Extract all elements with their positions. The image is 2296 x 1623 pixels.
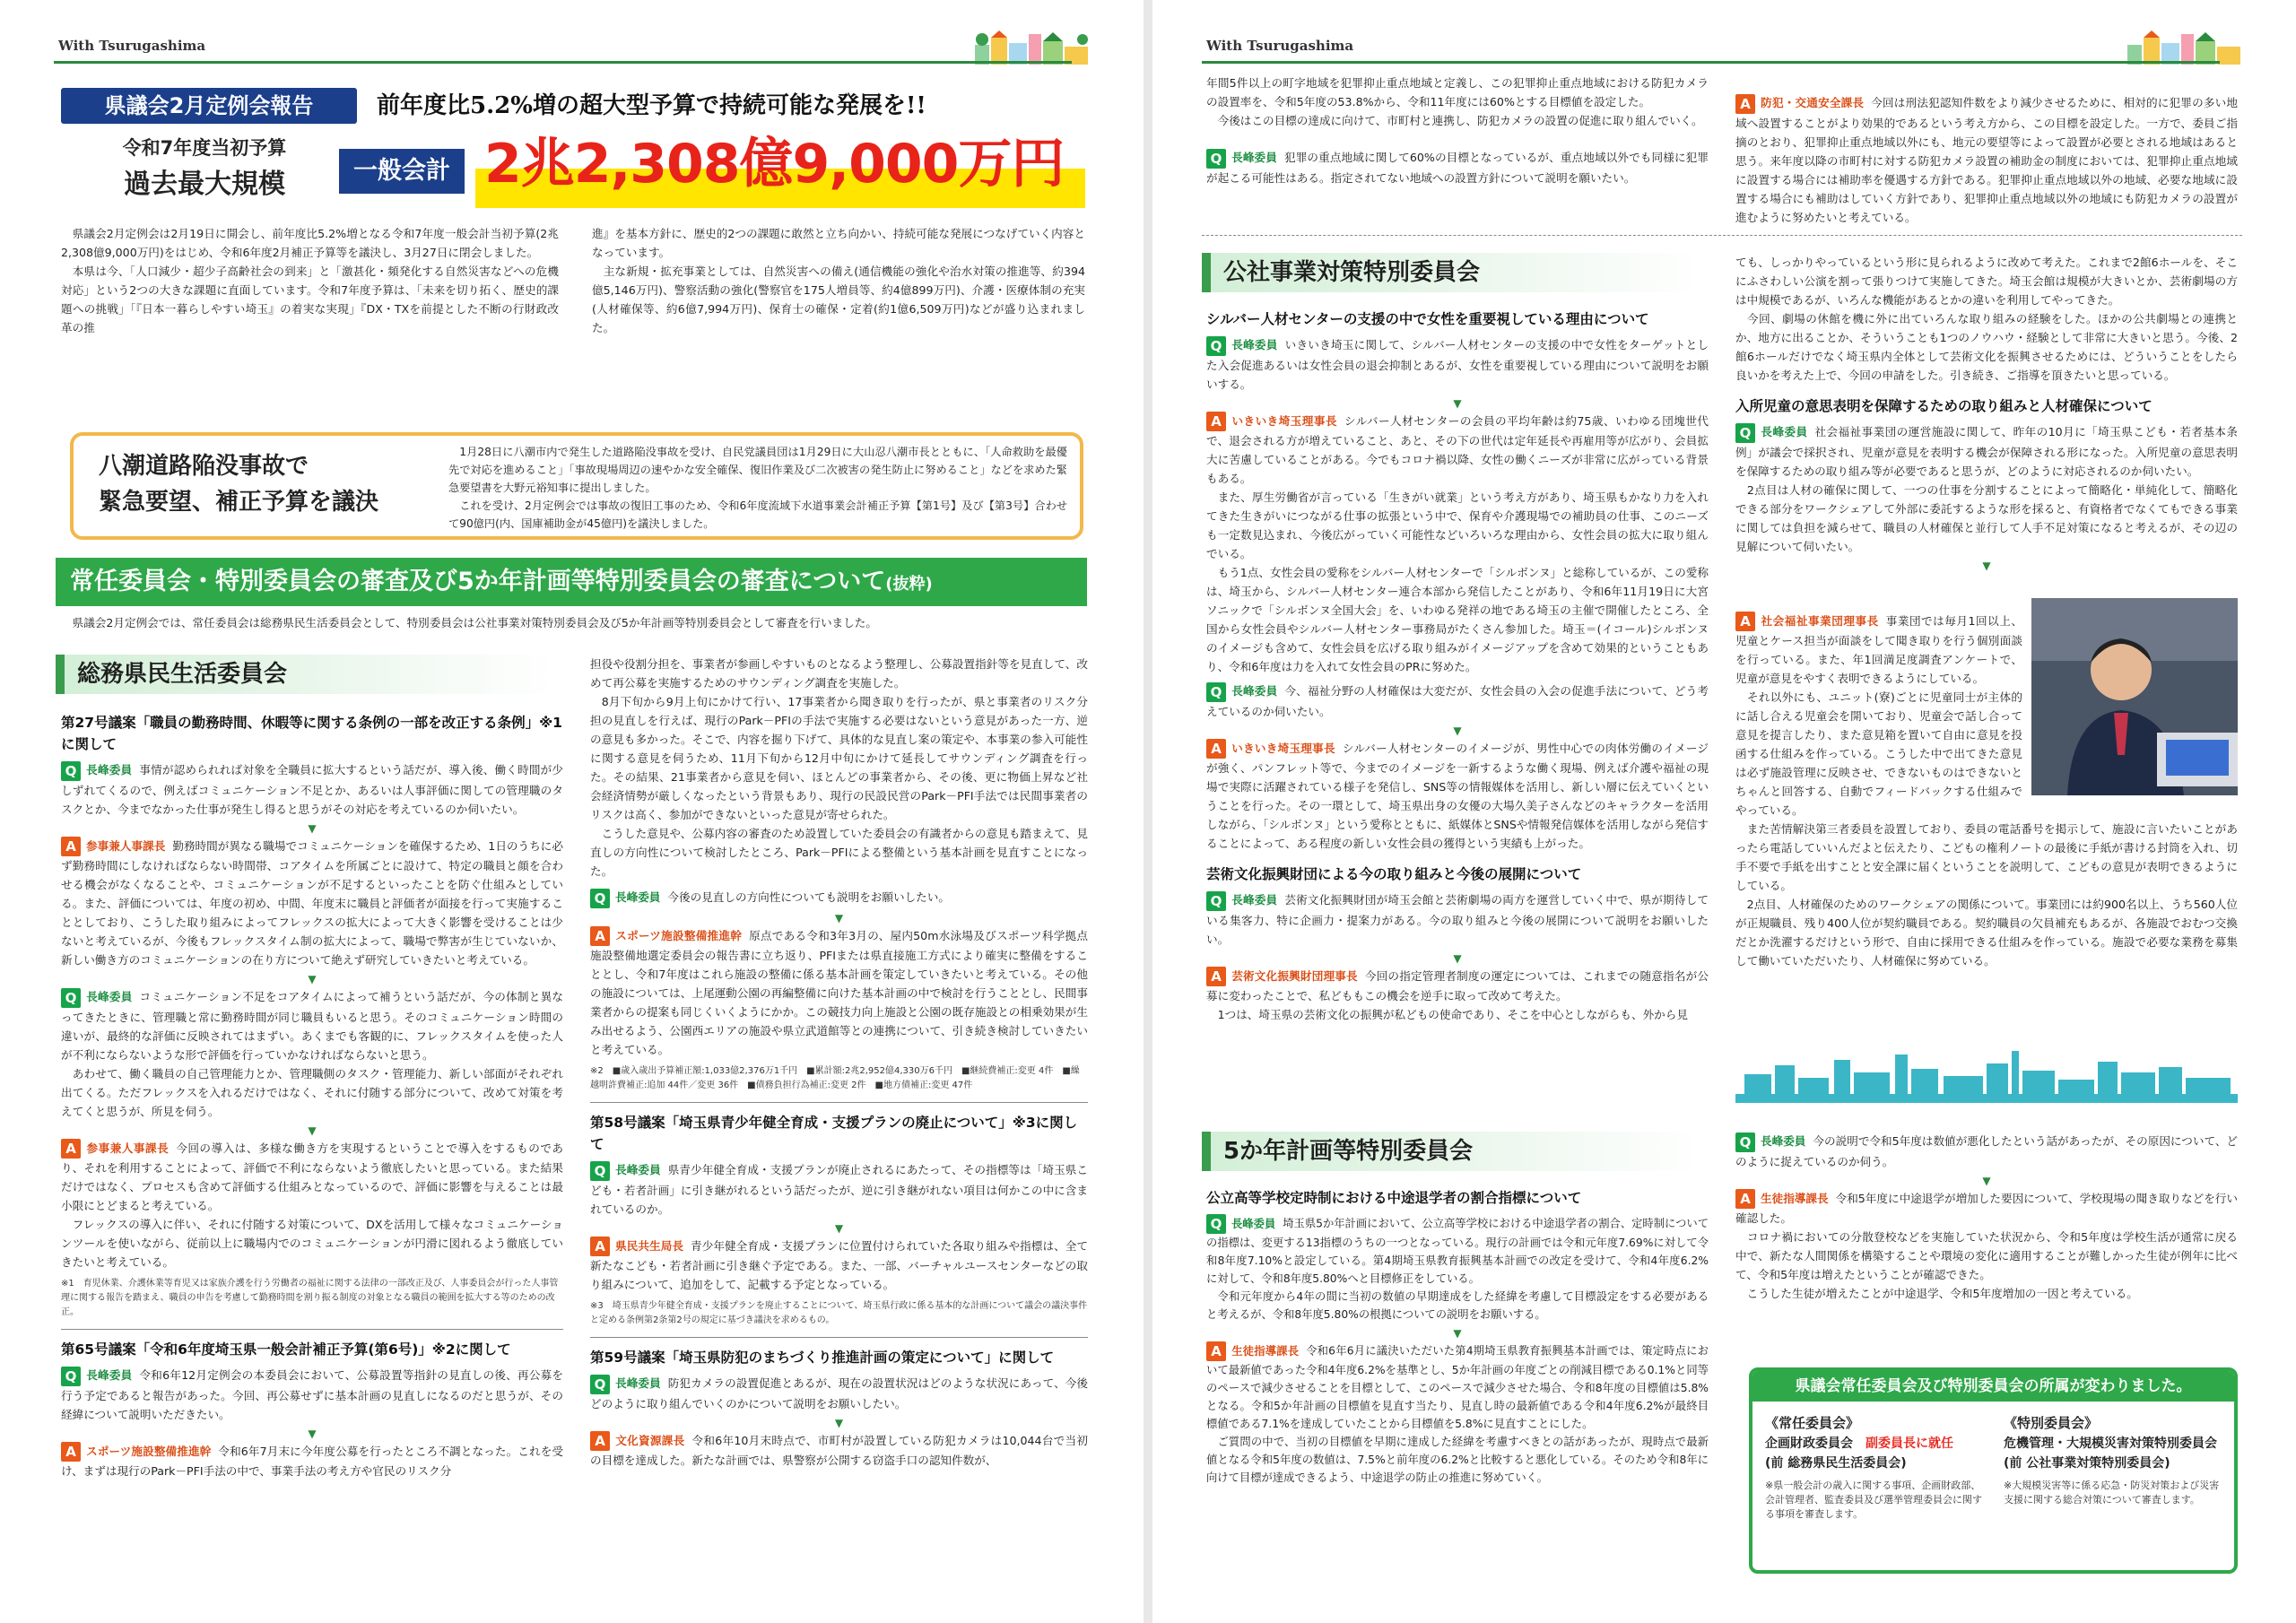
q-badge-icon: Q (590, 1375, 610, 1394)
right-page (1152, 0, 2296, 1623)
somu-q4 (590, 888, 1088, 908)
a-badge-icon: A (590, 1431, 610, 1451)
down-arrow-icon: ▼ (834, 1416, 844, 1429)
kosha-q10 (1735, 422, 2238, 556)
somu-title: 総務県民生活委員会 (56, 655, 558, 694)
a-badge-icon: A (61, 1139, 81, 1159)
speaker: 参事兼人事課長 (86, 838, 166, 853)
down-arrow-icon: ▼ (308, 973, 317, 985)
town-illustration-icon (973, 29, 1090, 65)
down-arrow-icon: ▼ (308, 1427, 317, 1440)
a-text: 今回は刑法犯認知件数をより減少させるために、相対的に犯罪の多い地域へ設置することがより効果的であるという考え方から、この目標を設定した。一方で、委員ご指摘のとおり、犯罪抑止重点地域以外にも、地元の要望等によって設置が必要とされる地域はあると思う。来年度以降の市町村に対する防犯カメラ設置の補助金の制度においては、犯罪抑止重点地域に設置する場合には補助率を優遇する方針である。犯罪抑止重点地域以外の地域、必要な地域に設置する場合にも補助はしていく方針であり、犯罪抑止重点地域以外の地域にも防犯カメラの設置が進むように努めたいと考えている。 (1735, 96, 2238, 224)
dashed-divider (1202, 235, 2242, 236)
kosha-q7 (1206, 335, 1709, 394)
speaker: 生徒指導課長 (1761, 1191, 1829, 1205)
budget-title-1: 令和7年度当初予算 (122, 137, 287, 159)
right-col1-top (1206, 74, 1709, 235)
kosha-q8 (1206, 681, 1709, 721)
q-badge-icon: Q (590, 1161, 610, 1181)
right-a-top (1735, 93, 2238, 227)
a-badge-icon: A (1206, 967, 1226, 986)
kosha-sub2: 芸術文化振興財団による今の取り組みと今後の展開について (1206, 866, 1582, 882)
goka-q11 (1206, 1214, 1709, 1324)
q-text: 今、福祉分野の人材確保は大変だが、女性会員の入会の促進手法について、どう考えているのか伺いたい。 (1206, 684, 1709, 718)
right-col2-top (1735, 93, 2238, 237)
somu-cont: 担役や役割分担を、事業者が参画しやすいものとなるよう整理し、公募設置指針等を見直して、改めて再公募を実施するためのサウンディング調査を実施した。 8月下旬から9月上旬にかけて行い、17事業者から聞き取りを行ったが、県と事業者のリスク分担の見直しを行えば、現行のPark－PFIの手法で実施する必要はないという意見があった一方、逆の意見も多かった。そこで、内容を掘り下げて、具体的な見直し案の策定や、本事業の参入可能性に関する意見を伺うため、11月下旬から12月中旬にかけて延長してサウンディング調査を行った。その結果、21事業者から意見を伺い、ほとんどの事業者から、その後、更に物価上昇など社会経済情勢が厳しくなったという背景もあり、現行の民設民営のPark－PFI手法では民間事業者のリスクは高く、参加ができないといった意見が寄せられた。 こうした意見や、公募内容の審査のため設置していた委員会の有識者からの意見も踏まえて、見直しの方向性について検討したところ、Park－PFIによる整備という基本計画を見直すことになった。 (590, 657, 1088, 878)
q-text: 事情が認められれば対象を全職員に拡大するという話だが、導入後、働く時間が少しずれてくるので、例えばコミュニケーション不足とか、あるいは人事評価に関しての管理職のタスクとか、今までなかった仕事が発生し得ると思うがその対応を考えているのか伺いたい。 (61, 763, 563, 816)
a-badge-icon: A (61, 1442, 81, 1462)
a-text: 令和5年度に中途退学が増加した要因について、学校現場の聞き取りなどを行い確認した。 コロナ禍においての分散登校などを実施していた状況から、令和5年度は学校生活が通常に戻る中で、新たな人間関係を構築することや環境の変化に適用することが難しかった生徒が例年に比べて、令和5年度は増えたということが確認できた。 こうした生徒が増えたことが中途退学、令和5年度増加の一因と考えている。 (1735, 1191, 2238, 1300)
kosha-a10 (1735, 574, 2238, 971)
somu-q3 (61, 1366, 563, 1424)
speaker: いきいき埼玉理事長 (1231, 741, 1335, 755)
divider (590, 1102, 1088, 1103)
speaker: 長峰委員 (1231, 893, 1278, 907)
a-text: 青少年健全育成・支援プランに位置付けられていた各取り組みや指標は、全て新たなこども・若者計画に引き継ぐ予定である。また、一部、バーチャルユースセンターなどの取り組みについて、追加をして、記載する予定となっている。 (590, 1238, 1088, 1291)
down-arrow-icon: ▼ (1453, 951, 1462, 965)
speaker: 県民共生局長 (615, 1238, 684, 1253)
somu-q6 (590, 1374, 1088, 1413)
a-badge-icon: A (590, 1237, 610, 1256)
speaker: 長峰委員 (1231, 684, 1278, 698)
speaker: 長峰委員 (1231, 1217, 1276, 1230)
kosha-col2 (1735, 253, 2238, 1044)
somu-col2 (590, 655, 1088, 1609)
change-left-role: 副委員長に就任 (1866, 1436, 1953, 1451)
goka-col2 (1735, 1132, 2238, 1365)
q-badge-icon: Q (1206, 1214, 1226, 1234)
somu-a5 (590, 1237, 1088, 1295)
page-gutter (1144, 0, 1152, 1623)
speaker: 長峰委員 (615, 890, 661, 904)
a-badge-icon: A (1735, 94, 1755, 114)
q-badge-icon: Q (61, 988, 81, 1008)
a-text: シルバー人材センターのイメージが、男性中心での肉体労働のイメージが強く、パンフレット等で、今までのイメージを一新するような働く現場、例えば介護や福祉の現場で実際に活躍されている様子を発信し、SNS等の情報媒体を活用し、新しい層に伝えていくということを行った。その一環として、埼玉県出身の女優の大場久美子さんなどのキャラクターを活用しながら、「シルボンヌ」という愛称とともに、紙媒体とSNSや情報発信媒体を活用しながら発信することによって、ある程度の新しい女性会員の獲得という実績も上がった。 (1206, 741, 1709, 850)
item65-title: 第65号議案「令和6年度埼玉県一般会計補正予算(第6号)」※2に関して (61, 1341, 511, 1358)
lead-col1: 県議会2月定例会は2月19日に開会し、前年度比5.2%増となる令和7年度一般会計当初予算(2兆2,308億9,000万円)をはじめ、令和6年度2月補正予算等を議決し、3月27日に閉会しました。 本県は今、「人口減少・超少子高齢社会の到来」と「激甚化・頻発化する自然災害などへの危機対応」という2つの大きな課題に直面しています。令和7年度予算は、「未来を切り拓く、歴史的課題への挑戦」「『日本一暮らしやすい埼玉』の着実な実現」『DX・TXを前提とした不断の行財政改革の推 (61, 227, 559, 334)
change-right-note: ※大規模災害等に係る応急・防災対策および災害支援に関する総合対策について審査します。 (2004, 1480, 2220, 1506)
down-arrow-icon: ▼ (308, 821, 317, 835)
change-left-prev: (前 総務県民生活委員会) (1765, 1456, 1907, 1471)
a-text: 令和6年6月に議決いただいた第4期埼玉県教育振興基本計画では、策定時点において最新値であった令和4年度6.2%を基準とし、5か年計画の年度ごとの削減目標である0.1%と同等のペースで減少させることを目標として、このペースで減少させた場合、令和8年度の目標値は5.8%となる。令和5か年計画の目標値を見直す当たり、見直し時の最新値である令和4年度6.2%が最終目標値である7.1%を達成していたことから目標値を5.8%に見直すことにした。 ご質問の中で、当初の目標値を早期に達成した経緯を考慮すべきとの話があったが、現時点で最新値となる令和5年度の数値は、7.5%と前年度の6.2%と比較すると悪化している。そのため令和8年に向けて目標が達成できるよう、中途退学の防止の推進に努めていく。 (1206, 1344, 1709, 1484)
change-right-head: 《特別委員会》 (2004, 1415, 2099, 1431)
yashio-title-2: 緊急要望、補正予算を議決 (99, 489, 379, 516)
change-left-name: 企画財政委員会 (1765, 1436, 1853, 1451)
q-text: いきいき埼玉に関して、シルバー人材センターの支援の中で女性をターゲットとした入会促進あるいは女性会員の退会抑制とあるが、女性を重要視している理由について説明をお願いする。 (1206, 338, 1709, 391)
kosha-a9 (1206, 967, 1709, 1025)
speaker: 長峰委員 (615, 1376, 661, 1390)
q-text: 県青少年健全育成・支援プランが廃止されるにあたって、その指標等は「埼玉県こども・若者計画」に引き継がれるという話だったが、逆に引き継がれない項目は何かこの中に含まれているのか。 (590, 1163, 1088, 1216)
a-badge-icon: A (1206, 1341, 1226, 1361)
a-text: シルバー人材センターの会員の平均年齢は約75歳、いわゆる団塊世代で、退会される方が増えていること、あと、その下の世代は定年延長や再雇用等が広がり、会員拡大に苦慮していることがある。今でもコロナ禍以降、女性の働くニーズが非常に広がっている背景もある。 また、厚生労働省が言っている「生きがい就業」という考え方があり、埼玉県もかなり力を入れてきた生きがいにつながる仕事の拡張という中で、保育や介護現場での補助員の仕事、このニーズも一定数見込まれ、今後広がっていく可能性などいろいろな理由から、女性会員の拡大に取り組んでいる。 もう1点、女性会員の愛称をシルバー人材センターで「シルボンヌ」と総称しているが、この愛称は、埼玉から、シルバー人材センター連合本部から発信したことがあり、令和6年11月19日に大宮ソニックで「シルボンヌ全国大会」を、いわゆる発祥の地である埼玉の主催で開催したところ、全国から女性会員やシルバー人材センター事務局がたくさん参加した。埼玉＝(イコール)シルボンヌのイメージも含めて、女性会員を広げる取り組みがイメージアップを含めて効果的ということもあり、令和6年度は力を入れて女性会員のPRに努めた。 (1206, 413, 1709, 673)
q-badge-icon: Q (1735, 1133, 1755, 1152)
q-text: コミュニケーション不足をコアタイムによって補うという話だが、今の体制と異なってきたときに、管理職と常に勤務時間が同じ職員もいると思う。そのコミュニケーション時間の違いが、最終的な評価に反映されてはまずい。あくまでも客観的に、フレックスタイムを使った人が不利にならないような形で評価を行っていかなければならないと思う。 あわせて、働く職員の自己管理能力とか、管理職側のタスク・管理能力、新しい部面がそれぞれ出てくる。ただフレックスを入れるだけではなく、それに付随する部分について、改めて対策を考えてくと思うが、所見を伺う。 (61, 990, 563, 1118)
yashio-title-1: 八潮道路陥没事故で (99, 453, 309, 480)
somu-col1 (61, 712, 563, 1609)
somu-a2 (61, 1139, 563, 1272)
committee-banner-sub: (抜粋) (885, 575, 933, 594)
speaker: 防犯・交通安全課長 (1761, 96, 1865, 109)
speaker: 生徒指導課長 (1231, 1344, 1300, 1358)
goka-a12 (1735, 1189, 2238, 1304)
q-text: 防犯カメラの設置促進とあるが、現在の設置状況はどのような状況にあって、今後どのように取り組んでいくのかについて説明をお願いしたい。 (590, 1376, 1088, 1410)
lead-col2: 進』を基本方針に、歴史的2つの課題に敢然と立ち向かい、持続可能な発展につなげていく内容となっています。 主な新規・拡充事業としては、自然災害への備え(通信機能の強化や治水対策の推進等、約394億5,146万円)、警察活動の強化(警察官を175人増員等、約4億899万円)、介護・医療体制の充実(人材確保等、約6億7,994万円)、保育士の確保・定着(約1億6,509万円)などが盛り込まれました。 (592, 227, 1085, 334)
change-title: 県議会常任委員会及び特別委員会の所属が変わりました。 (1752, 1371, 2234, 1402)
header-rule (1202, 61, 2220, 64)
down-arrow-icon: ▼ (1453, 1327, 1462, 1340)
a-text: 今回の導入は、多様な働き方を実現するということで導入をするものであり、それを利用することによって、評価で不利にならないよう徹底したいと思っている。また結果だけではなく、プロセスも含めて評価する仕組みとなっているので、評価に影響を与えることは最小限にとどまると考えている。 フレックスの導入に伴い、それに付随する対策について、DXを活用して様々なコミュニケーションツールを使いながら、従前以上に職場内でのコミュニケーションが円滑に図れるよう徹底していきたいと考えている。 (61, 1141, 563, 1269)
a-text: 勤務時間が異なる職場でコミュニケーションを確保するため、1日のうちに必ず勤務時間にしなければならない時間帯、コアタイムを所属ごとに設けて、特定の職員と顔を合わせる機会がなくなることや、コミュニケーションが不足するといったことを防ぐ仕組みとしている。また、評価については、年度の初め、中間、年度末に職員と評価者が面接を行って実施することとしており、こうした取り組みによってフレックスの拡大によって大きく影響を受けることは少ないと考えているが、今後もフレックスタイム制の拡大によって、職場で弊害が生じていないか、新しい働き方のコミュニケーションの在り方について絶えず研究していきたいと考えている。 (61, 838, 563, 967)
a-text: 事業団では毎月1回以上、児童とケース担当が面談をして聞き取りを行う個別面談を行っている。また、年1回満足度調査アンケートで、児童が意見をやすく表明できるようにしている。 それ以外にも、ユニット(寮)ごとに児童同士が主体的に話し合える児童会を開いており、児童会で話し合って意見を提言したり、また意見箱を置いて自由に意見を投函する仕組みを作っている。こうした中で出てきた意見は必ず施設管理に反映させ、できないものはできないとちゃんと回答する、自動でフィードバックする仕組みでやっている。 また苦情解決第三者委員を設置しており、委員の電話番号を掲示して、施設に言いたいことがあったら電話していいんだよと伝えたり、こどもの権利ノートの最後に手紙が書ける封筒を入れ、切手不要で手紙を出すことと安全課に届くということを説明して、こどもの意見が表明できるようにしている。 2点目、人材確保のためのワークシェアの関係について。事業団には約900名以上、うち560人位が正規職員、残り400人位が契約職員である。契約職員の欠員補充もあるが、各施設でおむつ交換だとか洗濯するだけという形で、自由に採用できる仕組みを作っている。施設で必要な業務を募集して働いていただいたり、人材確保に努めている。 (1735, 613, 2238, 968)
down-arrow-icon: ▼ (834, 911, 844, 924)
q-text: 芸術文化振興財団が埼玉会館と芸術劇場の両方を運営していく中で、県が期待している集客力、特に企画力・提案力がある。今の取り組みと今後の展開について説明をお願いしたい。 (1206, 893, 1709, 946)
right-q-top (1206, 148, 1709, 187)
q-badge-icon: Q (1206, 336, 1226, 356)
down-arrow-icon: ▼ (308, 1124, 317, 1137)
lead-label: 県議会2月定例会報告 (61, 88, 357, 124)
somu-a3 (61, 1442, 563, 1481)
somu-q2 (61, 987, 563, 1121)
divider (590, 1337, 1088, 1338)
q-badge-icon: Q (1206, 682, 1226, 702)
a-text: 令和6年10月末時点で、市町村が設置している防犯カメラは10,044台で当初の目標を達成した。新たな計画では、県警察が公開する窃盗手口の認知件数が、 (590, 1433, 1088, 1467)
left-page (0, 0, 1144, 1623)
q-text: 埼玉県5か年計画において、公立高等学校における中途退学者の割合、定時制についての指標は、変更する13指標のうちの一つとなっている。現行の計画では令和元年度7.69%に対して令和8年度7.10%と設定している。第4期埼玉県教育振興基本計画での改定を受けて、令和4年度6.2%に対して、令和8年度5.80%へと目標修正をしている。 令和元年度から4年の間に当初の数値の早期達成をした経緯を考慮して目標設定をする必要があると考えるが、令和8年度5.80%の根拠についての説明をお願いする。 (1206, 1217, 1709, 1321)
speaker: 文化資源課長 (615, 1433, 685, 1447)
a-badge-icon: A (1735, 612, 1755, 631)
item59-title: 第59号議案「埼玉県防犯のまちづくり推進計画の策定について」に関して (590, 1350, 1055, 1366)
speaker: 長峰委員 (1231, 151, 1277, 164)
somu-a6 (590, 1431, 1088, 1471)
change-left-head: 《常任委員会》 (1765, 1415, 1860, 1431)
note1: ※1 育児休業、介護休業等育児又は家族介護を行う労働者の福祉に関する法律の一部改正及び、人事委員会が行った人事管理に関する報告を踏まえ、職員の申告を考慮して勤務時間を割り振る制度の対象となる職員の範囲を拡大する等のための改正。 (61, 1279, 559, 1317)
kosha-sub1: シルバー人材センターの支援の中で女性を重要視している理由について (1206, 311, 1649, 327)
change-right (2004, 1412, 2228, 1507)
somu-q5 (590, 1160, 1088, 1219)
speaker: 長峰委員 (1761, 1134, 1806, 1148)
speaker: 芸術文化振興財団理事長 (1231, 968, 1358, 983)
lead-headline: 前年度比5.2%増の超大型予算で持続可能な発展を!! (377, 92, 926, 119)
committee-banner (56, 558, 1087, 606)
speaker: 長峰委員 (86, 1368, 133, 1382)
jidou-sub: 入所児童の意思表明を保障するための取り組みと人材確保について (1735, 398, 2152, 414)
a-badge-icon: A (1206, 739, 1226, 759)
goka-title: 5か年計画等特別委員会 (1202, 1132, 1704, 1171)
q-badge-icon: Q (61, 761, 81, 781)
speaker: スポーツ施設整備推進幹 (615, 928, 743, 942)
goka-q12 (1735, 1132, 2238, 1171)
town-illustration-icon (2126, 29, 2242, 65)
down-arrow-icon: ▼ (1453, 396, 1462, 410)
rc-cont: ても、しっかりやっているという形に見られるように改めて考えた。これまで2館6ホールを、そこにふさわしい公演を割って張りつけて実施してきた。埼玉会館は規模が大きいとか、芸術劇場の方は中規模であるが、いろんな機能があるとかの違いを利用してやってきた。 今回、劇場の休館を機に外に出ていろんな取り組みの経験をした。ほかの公共劇場との連携とか、地方に出ることか、そういうことも1つのノウハウ・経験として非常に大きいと思う。今後、2館6ホールだけでなく埼玉県内全体として芸術文化を振興させるためには、どういうことをしたら良いかを考えた上で、今回の申請をした。引き続き、ご指導を頂きたいと思っている。 (1735, 256, 2238, 382)
speaker: 長峰委員 (86, 763, 133, 777)
goka-col1 (1206, 1187, 1709, 1600)
committee-intro: 県議会2月定例会では、常任委員会は総務県民生活委員会として、特別委員会は公社事業対策特別委員会及び5か年計画等特別委員会として審査を行いました。 (61, 616, 877, 629)
budget-amount: 2兆2,308億9,000万円 (484, 133, 1065, 195)
q-text: 犯罪の重点地域に関して60%の目標となっているが、重点地域以外でも同様に犯罪が起こる可能性はある。指定されてない地域への設置方針について説明を願いたい。 (1206, 151, 1709, 185)
header-rule (54, 61, 1072, 64)
change-right-prev: (前 公社事業対策特別委員会) (2004, 1456, 2170, 1471)
down-arrow-icon: ▼ (1982, 559, 1991, 572)
right-top-text: 年間5件以上の町字地域を犯罪抑止重点地域と定義し、この犯罪抑止重点地域における防犯カメラの設置率を、令和5年度の53.8%から、令和11年度には60%とする目標値を設定した。 今後はこの目標の達成に向けて、市町村と連携し、防犯カメラの設置の促進に取り組んでいく。 (1206, 76, 1709, 127)
a-badge-icon: A (590, 926, 610, 946)
a-badge-icon: A (1735, 1189, 1755, 1209)
a-text: 原点である令和3年3月の、屋内50m水泳場及びスポーツ科学拠点施設整備地選定委員会の報告書に立ち返り、PFIまたは県直接施工方式により確実に整備をすることとし、令和7年度はこれら施設の整備に係る基本計画を策定していきたいと考えている。その他の施設については、上尾運動公園の再編整備に向けた基本計画の中で検討を行うこととし、民間事業者からの提案も同じくいくようにかか。この競技力向上施設と公園の既存施設との相乗効果が生み出せるよう、公園西エリアの施設や県立武道館等との連携について、引き続き検討していきたいと考えている。 (590, 928, 1088, 1056)
speaker-photo (2031, 598, 2238, 795)
a-badge-icon: A (61, 837, 81, 856)
note3: ※3 埼玉県青少年健全育成・支援プランを廃止することについて、埼玉県行政に係る基本的な計画について議会の議決事件と定める条例第2条第2号の規定に基づき議決を求めるもの。 (590, 1301, 1088, 1325)
general-account-label: 一般会計 (339, 149, 465, 194)
speaker: 長峰委員 (1231, 338, 1278, 352)
kosha-col1 (1206, 308, 1709, 1115)
goka-a11 (1206, 1341, 1709, 1487)
affiliation-change-box (1749, 1367, 2238, 1574)
down-arrow-icon: ▼ (1453, 724, 1462, 737)
goka-sub: 公立高等学校定時制における中途退学者の割合指標について (1206, 1190, 1582, 1206)
kosha-a7 (1206, 412, 1709, 677)
budget-title-2: 過去最大規模 (124, 169, 285, 200)
q-text: 令和6年12月定例会の本委員会において、公募設置等指針の見直しの後、再公募を行う予定であると報告があった。今回、再公募せずに基本計画の見直しになるのだと思うが、その経緯について説明いただきたい。 (61, 1368, 563, 1421)
somu-a1 (61, 837, 563, 970)
somu-q1 (61, 760, 563, 819)
speaker: スポーツ施設整備推進幹 (86, 1444, 212, 1458)
divider (61, 1329, 563, 1330)
down-arrow-icon: ▼ (1982, 1174, 1991, 1187)
running-header-right: With Tsurugashima (1206, 38, 1354, 54)
q-badge-icon: Q (1206, 149, 1226, 169)
a-text: 今回の指定管理者制度の運定については、これまでの随意指名が公募に変わったことで、私どももこの機会を逆手に取って改めて考えた。 1つは、埼玉県の芸術文化の振興が私どもの使命であり、そこを中心としながらも、外から見 (1206, 968, 1709, 1021)
city-skyline-icon (1735, 1047, 2238, 1103)
item27-title: 第27号議案「職員の勤務時間、休暇等に関する条例の一部を改正する条例」※1に関して (61, 715, 562, 752)
q-badge-icon: Q (590, 889, 610, 908)
somu-a4 (590, 926, 1088, 1060)
q-badge-icon: Q (61, 1367, 81, 1386)
speaker: 長峰委員 (86, 990, 133, 1003)
committee-banner-title: 常任委員会・特別委員会の審査及び5か年計画等特別委員会の審査について (70, 568, 886, 595)
running-header-left: With Tsurugashima (58, 38, 206, 54)
kosha-a8 (1206, 739, 1709, 854)
change-left (1765, 1412, 1989, 1522)
speaker: いきいき埼玉理事長 (1231, 413, 1337, 428)
speaker: 長峰委員 (615, 1163, 661, 1176)
yashio-text: 1月28日に八潮市内で発生した道路陥没事故を受け、自民党議員団は1月29日に大山忍八潮市長とともに、「人命救助を最優先で対応を進めること」「事故現場周辺の速やかな安全確保、復旧作業及び二次被害の発生防止に努めること」などを求めた緊急要望書を大野元裕知事に提出しました。 これを受け、2月定例会では事故の復旧工事のため、令和6年度流域下水道事業会計補正予算【第1号】及び【第3号】合わせて90億円(内、国庫補助金が45億円)を議決しました。 (448, 446, 1067, 530)
kosha-title: 公社事業対策特別委員会 (1202, 253, 1704, 292)
q-badge-icon: Q (1206, 891, 1226, 911)
kosha-q9 (1206, 890, 1709, 949)
change-right-name: 危機管理・大規模災害対策特別委員会 (2004, 1436, 2217, 1451)
speaker: 社会福祉事業団理事長 (1761, 613, 1879, 628)
q-badge-icon: Q (1735, 423, 1755, 443)
q-text: 今後の見直しの方向性についても説明をお願いしたい。 (667, 890, 950, 904)
change-left-note: ※県一般会計の歳入に関する事項、企画財政部、会計管理者、監査委員及び選挙管理委員会に関する事項を審査します。 (1765, 1480, 1982, 1520)
q-text: 社会福祉事業団の運営施設に関して、昨年の10月に「埼玉県こども・若者基本条例」が議会で採択され、児童が意見を表明する機会が保障される形になった。入所児童の意思表明を保障するための取り組み等が必要であると思うが、どのように対応されるのか伺いたい。 2点目は人材の確保に関して、一つの仕事を分割することによって簡略化・単純化して、簡略化できる部分をワークシェアして外部に委託するような形を採ると、有資格者でなくてもできる事業に関しては負担を減らせて、職員の人材確保と並行して人手不足対策になると考えるが、その辺の見解について伺いたい。 (1735, 425, 2238, 553)
speaker: 参事兼人事課長 (86, 1141, 170, 1155)
item58-title: 第58号議案「埼玉県青少年健全育成・支援プランの廃止について」※3に関して (590, 1115, 1078, 1152)
a-text: 令和6年7月末に今年度公募を行ったところ不調となった。これを受け、まずは現行のPark－PFI手法の中で、事業手法の考え方や官民のリスク分 (61, 1444, 563, 1478)
speaker: 長峰委員 (1761, 425, 1808, 438)
a-badge-icon: A (1206, 412, 1226, 431)
q-text: 今の説明で令和5年度は数値が悪化したという話があったが、その原因について、どのように捉えているのか伺う。 (1735, 1134, 2238, 1168)
note2: ※2 ■歳入歳出予算補正額:1,033億2,376万1千円 ■累計額:2兆2,952億4,330万6千円 ■継続費補正:変更 4件 ■繰越明許費補正:追加 44件／変更 36件 ■債務負担行為補正:変更 2件 ■地方債補正:変更 47件 (590, 1066, 1080, 1090)
down-arrow-icon: ▼ (834, 1221, 844, 1235)
